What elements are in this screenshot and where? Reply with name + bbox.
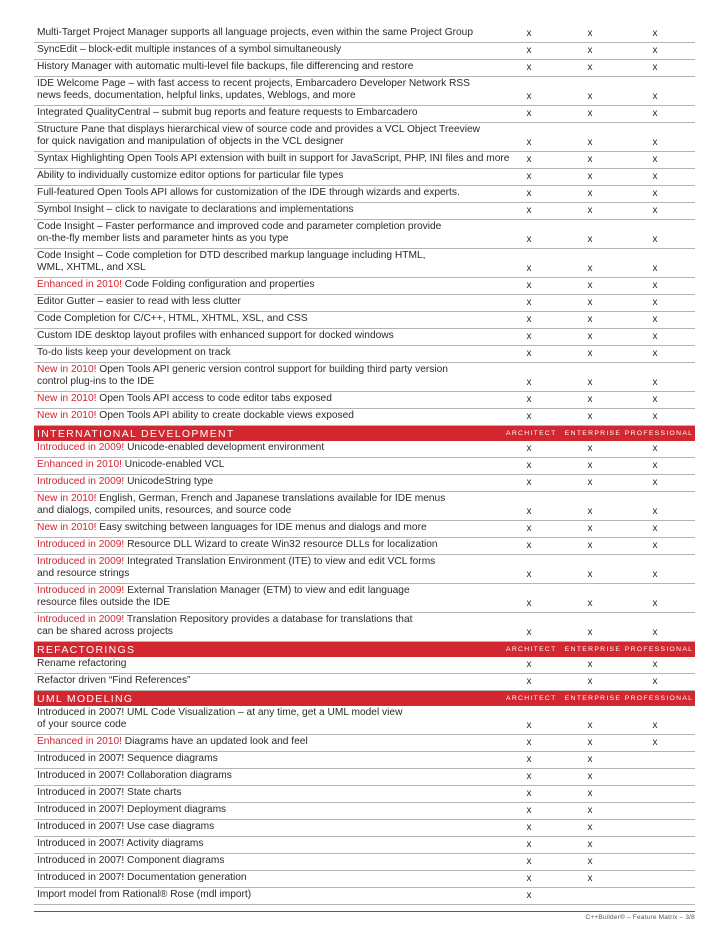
edition-mark-architect: x bbox=[526, 377, 532, 388]
edition-mark-professional: x bbox=[652, 234, 658, 245]
feature-text: Structure Pane that displays hierarchical view of source code and provides a VCL Object Treeview for quick navigation and manipulation of objects in the VCL designer bbox=[37, 123, 481, 148]
feature-description bbox=[37, 736, 515, 749]
edition-mark-architect: x bbox=[526, 873, 532, 884]
feature-description bbox=[37, 614, 515, 639]
edition-mark-architect: x bbox=[526, 737, 532, 748]
edition-mark-enterprise: x bbox=[587, 659, 593, 670]
table-row bbox=[34, 752, 695, 769]
feature-description bbox=[37, 539, 515, 552]
feature-description bbox=[37, 493, 515, 518]
table-row bbox=[34, 458, 695, 475]
edition-mark-enterprise: x bbox=[587, 805, 593, 816]
edition-mark-enterprise: x bbox=[587, 443, 593, 454]
edition-mark-enterprise: x bbox=[587, 523, 593, 534]
edition-mark-architect: x bbox=[526, 477, 532, 488]
edition-mark-architect: x bbox=[526, 598, 532, 609]
edition-mark-architect: x bbox=[526, 280, 532, 291]
table-row bbox=[34, 706, 695, 735]
feature-description bbox=[37, 250, 515, 275]
table-row bbox=[34, 60, 695, 77]
feature-description bbox=[37, 476, 515, 489]
page-footer: C++Builder® – Feature Matrix – 3/8 bbox=[585, 914, 695, 921]
edition-mark-professional: x bbox=[652, 297, 658, 308]
feature-description bbox=[37, 838, 515, 851]
edition-mark-architect: x bbox=[526, 394, 532, 405]
feature-text: Rename refactoring bbox=[37, 658, 127, 670]
table-row bbox=[34, 295, 695, 312]
feature-description bbox=[37, 522, 515, 535]
footer-rule bbox=[34, 911, 695, 912]
column-header-enterprise: ENTERPRISE bbox=[564, 646, 622, 653]
edition-mark-professional: x bbox=[652, 108, 658, 119]
table-row bbox=[34, 363, 695, 392]
edition-mark-architect: x bbox=[526, 659, 532, 670]
release-tag: New in 2010! bbox=[37, 393, 97, 405]
feature-description bbox=[37, 753, 515, 766]
feature-text: Resource DLL Wizard to create Win32 resource DLLs for localization bbox=[124, 539, 438, 551]
feature-description bbox=[37, 556, 515, 581]
column-header-architect: ARCHITECT bbox=[506, 695, 557, 702]
table-row bbox=[34, 43, 695, 60]
column-header-architect: ARCHITECT bbox=[506, 430, 557, 437]
edition-mark-architect: x bbox=[526, 331, 532, 342]
release-tag: Introduced in 2009! bbox=[37, 555, 125, 567]
feature-description bbox=[37, 78, 515, 103]
feature-text: Easy switching between languages for IDE menus and dialogs and more bbox=[96, 522, 427, 534]
table-row bbox=[34, 786, 695, 803]
table-row bbox=[34, 613, 695, 642]
edition-mark-professional: x bbox=[652, 627, 658, 638]
feature-text: Introduced in 2007! Collaboration diagrams bbox=[37, 770, 232, 782]
feature-description bbox=[37, 187, 515, 200]
edition-mark-architect: x bbox=[526, 62, 532, 73]
edition-mark-architect: x bbox=[526, 297, 532, 308]
release-tag: Enhanced in 2010! bbox=[37, 736, 122, 748]
edition-mark-architect: x bbox=[526, 856, 532, 867]
edition-mark-architect: x bbox=[526, 506, 532, 517]
edition-mark-professional: x bbox=[652, 540, 658, 551]
release-tag: New in 2010! bbox=[37, 522, 97, 534]
column-header-enterprise: ENTERPRISE bbox=[564, 430, 622, 437]
edition-mark-enterprise: x bbox=[587, 569, 593, 580]
table-row bbox=[34, 220, 695, 249]
feature-description bbox=[37, 170, 515, 183]
edition-mark-enterprise: x bbox=[587, 28, 593, 39]
feature-description bbox=[37, 410, 515, 423]
feature-description bbox=[37, 44, 515, 57]
column-header-professional: PROFESSIONAL bbox=[624, 430, 694, 437]
edition-mark-enterprise: x bbox=[587, 171, 593, 182]
edition-mark-professional: x bbox=[652, 411, 658, 422]
edition-mark-professional: x bbox=[652, 280, 658, 291]
feature-description bbox=[37, 296, 515, 309]
edition-mark-architect: x bbox=[526, 771, 532, 782]
feature-text: To-do lists keep your development on track bbox=[37, 347, 231, 359]
feature-text: Code Completion for C/C++, HTML, XHTML, XSL, and CSS bbox=[37, 313, 308, 325]
feature-text: Introduced in 2007! Sequence diagrams bbox=[37, 753, 218, 765]
table-row bbox=[34, 123, 695, 152]
feature-description bbox=[37, 27, 515, 40]
feature-text: Introduced in 2007! Deployment diagrams bbox=[37, 804, 227, 816]
feature-description bbox=[37, 153, 515, 166]
table-row bbox=[34, 769, 695, 786]
edition-mark-enterprise: x bbox=[587, 873, 593, 884]
edition-mark-architect: x bbox=[526, 411, 532, 422]
feature-text: Code Folding configuration and properties bbox=[121, 279, 315, 291]
feature-text: Open Tools API generic version control support for building third party version control plug-ins to the IDE bbox=[37, 363, 448, 388]
feature-text: Code Insight – Code completion for DTD described markup language including HTML, WML, XHTML, and XSL bbox=[37, 249, 426, 274]
table-row bbox=[34, 152, 695, 169]
column-header-professional: PROFESSIONAL bbox=[624, 646, 694, 653]
edition-mark-enterprise: x bbox=[587, 91, 593, 102]
edition-mark-professional: x bbox=[652, 91, 658, 102]
table-row bbox=[34, 871, 695, 888]
release-tag: Introduced in 2009! bbox=[37, 442, 125, 454]
edition-mark-enterprise: x bbox=[587, 348, 593, 359]
feature-text: Introduced in 2007! State charts bbox=[37, 787, 182, 799]
edition-mark-enterprise: x bbox=[587, 314, 593, 325]
feature-text: History Manager with automatic multi-level file backups, file differencing and restore bbox=[37, 61, 414, 73]
feature-description bbox=[37, 330, 515, 343]
release-tag: New in 2010! bbox=[37, 410, 97, 422]
feature-text: Open Tools API ability to create dockable views exposed bbox=[96, 410, 354, 422]
feature-description bbox=[37, 364, 515, 389]
feature-text: Unicode-enabled VCL bbox=[121, 459, 225, 471]
edition-mark-enterprise: x bbox=[587, 62, 593, 73]
edition-mark-enterprise: x bbox=[587, 754, 593, 765]
table-row bbox=[34, 392, 695, 409]
table-row bbox=[34, 475, 695, 492]
table-row bbox=[34, 657, 695, 674]
release-tag: Enhanced in 2010! bbox=[37, 459, 122, 471]
feature-text: Diagrams have an updated look and feel bbox=[121, 736, 308, 748]
edition-mark-architect: x bbox=[526, 788, 532, 799]
edition-mark-architect: x bbox=[526, 443, 532, 454]
table-row bbox=[34, 888, 695, 905]
edition-mark-professional: x bbox=[652, 45, 658, 56]
edition-mark-enterprise: x bbox=[587, 263, 593, 274]
edition-mark-enterprise: x bbox=[587, 477, 593, 488]
feature-text: Translation Repository provides a database for translations that can be shared across projects bbox=[37, 613, 413, 638]
edition-mark-professional: x bbox=[652, 137, 658, 148]
table-row bbox=[34, 312, 695, 329]
release-tag: Introduced in 2009! bbox=[37, 584, 125, 596]
feature-text: Introduced in 2007! Documentation generation bbox=[37, 872, 247, 884]
edition-mark-professional: x bbox=[652, 314, 658, 325]
edition-mark-professional: x bbox=[652, 720, 658, 731]
edition-mark-enterprise: x bbox=[587, 720, 593, 731]
edition-mark-enterprise: x bbox=[587, 280, 593, 291]
table-row bbox=[34, 521, 695, 538]
edition-mark-enterprise: x bbox=[587, 506, 593, 517]
table-row bbox=[34, 735, 695, 752]
release-tag: New in 2010! bbox=[37, 492, 97, 504]
feature-description bbox=[37, 124, 515, 149]
table-row bbox=[34, 249, 695, 278]
release-tag: Enhanced in 2010! bbox=[37, 279, 122, 291]
edition-mark-professional: x bbox=[652, 188, 658, 199]
edition-mark-architect: x bbox=[526, 348, 532, 359]
feature-text: Editor Gutter – easier to read with less clutter bbox=[37, 296, 241, 308]
edition-mark-professional: x bbox=[652, 263, 658, 274]
edition-mark-enterprise: x bbox=[587, 771, 593, 782]
edition-mark-architect: x bbox=[526, 91, 532, 102]
edition-mark-architect: x bbox=[526, 263, 532, 274]
column-header-architect: ARCHITECT bbox=[506, 646, 557, 653]
feature-text: Integrated QualityCentral – submit bug reports and feature requests to Embarcadero bbox=[37, 107, 418, 119]
table-row bbox=[34, 169, 695, 186]
section-header bbox=[34, 691, 695, 706]
section-header bbox=[34, 426, 695, 441]
feature-description bbox=[37, 459, 515, 472]
edition-mark-architect: x bbox=[526, 45, 532, 56]
feature-description bbox=[37, 347, 515, 360]
feature-description bbox=[37, 821, 515, 834]
edition-mark-professional: x bbox=[652, 460, 658, 471]
table-row bbox=[34, 674, 695, 691]
feature-description bbox=[37, 442, 515, 455]
feature-text: Open Tools API access to code editor tabs exposed bbox=[96, 393, 332, 405]
table-row bbox=[34, 186, 695, 203]
edition-mark-architect: x bbox=[526, 523, 532, 534]
edition-mark-enterprise: x bbox=[587, 822, 593, 833]
feature-description bbox=[37, 107, 515, 120]
edition-mark-enterprise: x bbox=[587, 540, 593, 551]
feature-text: Integrated Translation Environment (ITE) to view and edit VCL forms and resource strings bbox=[37, 555, 436, 580]
feature-text: SyncEdit – block-edit multiple instances of a symbol simultaneously bbox=[37, 44, 342, 56]
feature-text: Ability to individually customize editor options for particular file types bbox=[37, 170, 344, 182]
section-title: UML MODELING bbox=[37, 693, 134, 705]
table-row bbox=[34, 837, 695, 854]
feature-text: Custom IDE desktop layout profiles with enhanced support for docked windows bbox=[37, 330, 394, 342]
edition-mark-architect: x bbox=[526, 720, 532, 731]
feature-text: Introduced in 2007! Use case diagrams bbox=[37, 821, 215, 833]
edition-mark-architect: x bbox=[526, 569, 532, 580]
edition-mark-professional: x bbox=[652, 676, 658, 687]
table-row bbox=[34, 584, 695, 613]
edition-mark-enterprise: x bbox=[587, 598, 593, 609]
edition-mark-architect: x bbox=[526, 754, 532, 765]
table-row bbox=[34, 346, 695, 363]
edition-mark-enterprise: x bbox=[587, 205, 593, 216]
edition-mark-enterprise: x bbox=[587, 839, 593, 850]
feature-description bbox=[37, 787, 515, 800]
edition-mark-enterprise: x bbox=[587, 627, 593, 638]
feature-description bbox=[37, 658, 515, 671]
section-title: REFACTORINGS bbox=[37, 644, 136, 656]
edition-mark-professional: x bbox=[652, 477, 658, 488]
edition-mark-architect: x bbox=[526, 137, 532, 148]
edition-mark-enterprise: x bbox=[587, 737, 593, 748]
edition-mark-enterprise: x bbox=[587, 108, 593, 119]
edition-mark-architect: x bbox=[526, 540, 532, 551]
feature-text: Refactor driven “Find References” bbox=[37, 675, 191, 687]
edition-mark-enterprise: x bbox=[587, 45, 593, 56]
edition-mark-architect: x bbox=[526, 890, 532, 901]
feature-description bbox=[37, 770, 515, 783]
column-header-professional: PROFESSIONAL bbox=[624, 695, 694, 702]
edition-mark-enterprise: x bbox=[587, 331, 593, 342]
feature-text: Unicode-enabled development environment bbox=[124, 442, 325, 454]
edition-mark-architect: x bbox=[526, 627, 532, 638]
edition-mark-enterprise: x bbox=[587, 394, 593, 405]
edition-mark-architect: x bbox=[526, 108, 532, 119]
release-tag: Introduced in 2009! bbox=[37, 613, 125, 625]
edition-mark-enterprise: x bbox=[587, 377, 593, 388]
table-row bbox=[34, 106, 695, 123]
edition-mark-enterprise: x bbox=[587, 297, 593, 308]
section-title: INTERNATIONAL DEVELOPMENT bbox=[37, 428, 235, 440]
feature-description bbox=[37, 585, 515, 610]
edition-mark-architect: x bbox=[526, 205, 532, 216]
edition-mark-architect: x bbox=[526, 822, 532, 833]
feature-text: Code Insight – Faster performance and improved code and parameter completion provide on-the-fly member lists and parameter hints as you type bbox=[37, 220, 442, 245]
column-header-enterprise: ENTERPRISE bbox=[564, 695, 622, 702]
edition-mark-enterprise: x bbox=[587, 188, 593, 199]
edition-mark-architect: x bbox=[526, 805, 532, 816]
table-row bbox=[34, 854, 695, 871]
table-row bbox=[34, 538, 695, 555]
edition-mark-professional: x bbox=[652, 171, 658, 182]
edition-mark-enterprise: x bbox=[587, 856, 593, 867]
feature-description bbox=[37, 61, 515, 74]
feature-description bbox=[37, 221, 515, 246]
table-row bbox=[34, 77, 695, 106]
feature-text: Introduced in 2007! Component diagrams bbox=[37, 855, 225, 867]
edition-mark-enterprise: x bbox=[587, 460, 593, 471]
edition-mark-architect: x bbox=[526, 676, 532, 687]
table-row bbox=[34, 441, 695, 458]
release-tag: Introduced in 2009! bbox=[37, 476, 125, 488]
table-row bbox=[34, 409, 695, 426]
table-row bbox=[34, 803, 695, 820]
feature-description bbox=[37, 204, 515, 217]
edition-mark-architect: x bbox=[526, 171, 532, 182]
feature-description bbox=[37, 279, 515, 292]
edition-mark-enterprise: x bbox=[587, 788, 593, 799]
table-row bbox=[34, 26, 695, 43]
edition-mark-enterprise: x bbox=[587, 154, 593, 165]
feature-text: IDE Welcome Page – with fast access to recent projects, Embarcadero Developer Network RSS news feeds, documentation, helpful links, updates, Weblogs, and more bbox=[37, 77, 470, 102]
edition-mark-professional: x bbox=[652, 443, 658, 454]
edition-mark-professional: x bbox=[652, 598, 658, 609]
feature-description bbox=[37, 675, 515, 688]
edition-mark-enterprise: x bbox=[587, 137, 593, 148]
feature-text: Introduced in 2007! Activity diagrams bbox=[37, 838, 204, 850]
edition-mark-enterprise: x bbox=[587, 234, 593, 245]
feature-text: External Translation Manager (ETM) to view and edit language resource files outside the IDE bbox=[37, 584, 410, 609]
edition-mark-professional: x bbox=[652, 62, 658, 73]
table-row bbox=[34, 278, 695, 295]
feature-text: UnicodeString type bbox=[124, 476, 214, 488]
edition-mark-professional: x bbox=[652, 394, 658, 405]
section-header bbox=[34, 642, 695, 657]
feature-description bbox=[37, 855, 515, 868]
feature-description bbox=[37, 889, 515, 902]
edition-mark-professional: x bbox=[652, 377, 658, 388]
edition-mark-architect: x bbox=[526, 460, 532, 471]
feature-text: Introduced in 2007! UML Code Visualization – at any time, get a UML model view of your source code bbox=[37, 706, 403, 731]
release-tag: New in 2010! bbox=[37, 363, 97, 375]
feature-text: Multi-Target Project Manager supports all language projects, even within the same Project Group bbox=[37, 27, 474, 39]
edition-mark-professional: x bbox=[652, 28, 658, 39]
edition-mark-enterprise: x bbox=[587, 676, 593, 687]
feature-text: Syntax Highlighting Open Tools API extension with built in support for JavaScript, PHP, INI files and more bbox=[37, 153, 510, 165]
edition-mark-professional: x bbox=[652, 659, 658, 670]
feature-text: English, German, French and Japanese translations available for IDE menus and dialogs, compiled units, resources, and source code bbox=[37, 492, 446, 517]
edition-mark-professional: x bbox=[652, 506, 658, 517]
edition-mark-professional: x bbox=[652, 569, 658, 580]
edition-mark-professional: x bbox=[652, 348, 658, 359]
edition-mark-architect: x bbox=[526, 154, 532, 165]
feature-text: Import model from Rational® Rose (mdl import) bbox=[37, 889, 252, 901]
table-row bbox=[34, 492, 695, 521]
release-tag: Introduced in 2009! bbox=[37, 539, 125, 551]
edition-mark-professional: x bbox=[652, 331, 658, 342]
edition-mark-architect: x bbox=[526, 314, 532, 325]
table-row bbox=[34, 820, 695, 837]
edition-mark-enterprise: x bbox=[587, 411, 593, 422]
edition-mark-professional: x bbox=[652, 154, 658, 165]
edition-mark-architect: x bbox=[526, 234, 532, 245]
table-row bbox=[34, 555, 695, 584]
edition-mark-professional: x bbox=[652, 737, 658, 748]
edition-mark-professional: x bbox=[652, 523, 658, 534]
edition-mark-architect: x bbox=[526, 839, 532, 850]
edition-mark-professional: x bbox=[652, 205, 658, 216]
feature-text: Full-featured Open Tools API allows for customization of the IDE through wizards and experts. bbox=[37, 187, 460, 199]
edition-mark-architect: x bbox=[526, 28, 532, 39]
feature-description bbox=[37, 313, 515, 326]
feature-text: Symbol Insight – click to navigate to declarations and implementations bbox=[37, 204, 354, 216]
feature-description bbox=[37, 393, 515, 406]
feature-description bbox=[37, 872, 515, 885]
feature-matrix-table bbox=[34, 26, 695, 905]
edition-mark-architect: x bbox=[526, 188, 532, 199]
feature-description bbox=[37, 707, 515, 732]
table-row bbox=[34, 329, 695, 346]
table-row bbox=[34, 203, 695, 220]
feature-description bbox=[37, 804, 515, 817]
